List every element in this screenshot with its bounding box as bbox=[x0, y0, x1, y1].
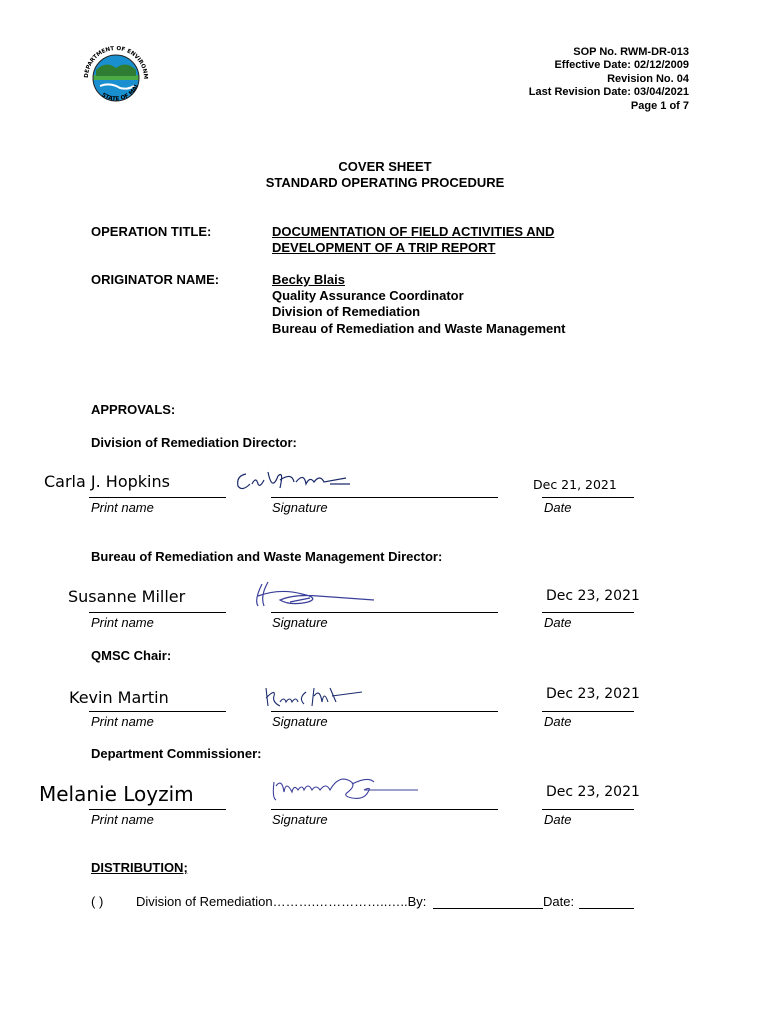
approver-print-name: Melanie Loyzim bbox=[39, 782, 194, 806]
operation-title-line2: DEVELOPMENT OF A TRIP REPORT bbox=[272, 240, 496, 255]
signature-line bbox=[271, 711, 498, 712]
print-name-line bbox=[89, 711, 226, 712]
approval-role: QMSC Chair: bbox=[91, 648, 172, 663]
distribution-checkbox[interactable]: ( ) bbox=[91, 894, 104, 909]
date-caption: Date bbox=[544, 615, 572, 630]
date-caption: Date bbox=[544, 812, 572, 827]
signature-caption: Signature bbox=[272, 615, 328, 630]
distribution-by-line[interactable] bbox=[433, 908, 543, 909]
originator-label: ORIGINATOR NAME: bbox=[91, 272, 220, 287]
print-name-caption: Print name bbox=[91, 615, 154, 630]
print-name-line bbox=[89, 497, 226, 498]
date-line bbox=[542, 809, 634, 810]
approval-date: Dec 23, 2021 bbox=[546, 686, 640, 702]
signature-line bbox=[271, 809, 498, 810]
dep-seal-logo bbox=[80, 46, 152, 110]
date-line bbox=[542, 497, 634, 498]
effective-date: Effective Date: 02/12/2009 bbox=[554, 59, 689, 72]
signature-caption: Signature bbox=[272, 500, 328, 515]
distribution-date-label: Date: bbox=[543, 894, 575, 909]
approval-role: Bureau of Remediation and Waste Management Director: bbox=[91, 549, 443, 564]
document-header bbox=[529, 46, 689, 113]
distribution-heading: DISTRIBUTION; bbox=[91, 860, 188, 875]
signature-caption: Signature bbox=[272, 714, 328, 729]
distribution-date-line[interactable] bbox=[579, 908, 634, 909]
approver-signature bbox=[250, 580, 380, 610]
date-caption: Date bbox=[544, 500, 572, 515]
title-cover-sheet: COVER SHEET bbox=[338, 159, 432, 174]
print-name-line bbox=[89, 612, 226, 613]
distribution-recipient: Division of Remediation……….……………..…..By: bbox=[136, 894, 427, 909]
date-line bbox=[542, 612, 634, 613]
print-name-line bbox=[89, 809, 226, 810]
date-line bbox=[542, 711, 634, 712]
approval-role: Division of Remediation Director: bbox=[91, 435, 297, 450]
approver-print-name: Kevin Martin bbox=[69, 688, 169, 707]
approval-role: Department Commissioner: bbox=[91, 746, 262, 761]
signature-line bbox=[271, 612, 498, 613]
svg-text:DEPARTMENT OF ENVIRONMENTAL PR: DEPARTMENT OF ENVIRONM bbox=[83, 46, 149, 80]
date-caption: Date bbox=[544, 714, 572, 729]
approval-date: Dec 21, 2021 bbox=[533, 477, 617, 492]
title-sop: STANDARD OPERATING PROCEDURE bbox=[265, 175, 505, 190]
approval-date: Dec 23, 2021 bbox=[546, 784, 640, 800]
print-name-caption: Print name bbox=[91, 812, 154, 827]
print-name-caption: Print name bbox=[91, 714, 154, 729]
originator-name: Becky Blais bbox=[272, 272, 345, 287]
approver-print-name: Carla J. Hopkins bbox=[44, 472, 170, 491]
originator-division: Division of Remediation bbox=[272, 304, 421, 319]
originator-role: Quality Assurance Coordinator bbox=[272, 288, 464, 303]
signature-line bbox=[271, 497, 498, 498]
revision-number: Revision No. 04 bbox=[607, 72, 689, 85]
approver-signature bbox=[262, 684, 372, 712]
svg-text:STATE OF MAINE: STATE OF MAI bbox=[100, 84, 140, 103]
signature-caption: Signature bbox=[272, 812, 328, 827]
page-number: Page 1 of 7 bbox=[630, 99, 689, 112]
sop-number: SOP No. RWM-DR-013 bbox=[573, 46, 689, 58]
operation-title-line1: DOCUMENTATION OF FIELD ACTIVITIES AND bbox=[272, 224, 555, 239]
approver-print-name: Susanne Miller bbox=[68, 587, 186, 606]
last-revision-date: Last Revision Date: 03/04/2021 bbox=[528, 86, 689, 99]
approvals-heading: APPROVALS: bbox=[91, 402, 176, 417]
print-name-caption: Print name bbox=[91, 500, 154, 515]
approver-signature bbox=[234, 466, 354, 496]
approver-signature bbox=[268, 772, 428, 808]
operation-title-label: OPERATION TITLE: bbox=[91, 224, 212, 239]
originator-bureau: Bureau of Remediation and Waste Management bbox=[272, 321, 566, 336]
approval-date: Dec 23, 2021 bbox=[546, 588, 640, 604]
